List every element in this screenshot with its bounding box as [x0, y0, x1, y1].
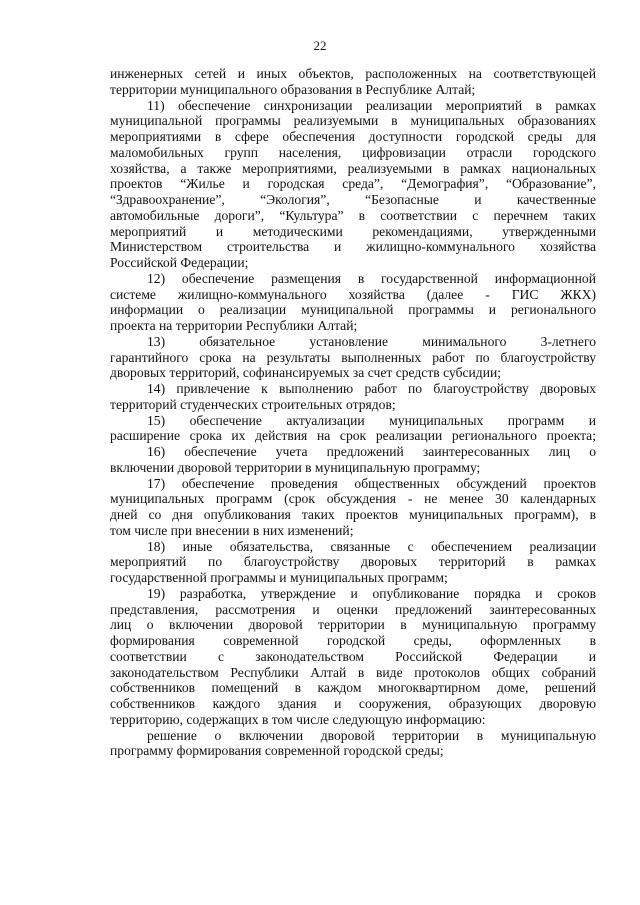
text-line: гарантийного срока на результаты выполненных работ по благоустройству [110, 349, 596, 365]
text-line: мероприятиями в сфере обеспечения доступности городской среды для [110, 129, 596, 144]
text-line: Министерством строительства и жилищно-коммунального хозяйства [110, 239, 596, 255]
text-line: собственников каждого здания и сооружения, образующих дворовую [110, 696, 596, 711]
text-line: решение о включении дворовой территории в муниципальную [147, 727, 596, 743]
text-line: 18) иные обязательства, связанные с обеспечением реализации [147, 538, 596, 554]
text-line: автомобильные дороги”, “Культура” в соответствии с перечнем таких [110, 207, 596, 223]
text-line: 12) обеспечение размещения в государственной информационной [147, 270, 596, 286]
text-line: мероприятий и методическими рекомендациями, утвержденными [110, 223, 596, 239]
text-line: лиц о включении дворовой территории в муниципальную программу [110, 617, 596, 633]
text-line: 16) обеспечение учета предложений заинтересованных лиц о [147, 444, 596, 459]
text-line: собственников помещений в каждом многоквартирном доме, решений [110, 680, 596, 696]
text-line: мероприятий по благоустройству дворовых территорий в рамках [110, 554, 596, 570]
text-line: маломобильных групп населения, цифровизации отрасли городского [110, 144, 596, 160]
text-line: том числе при внесении в них изменений; [110, 522, 354, 538]
text-line: 14) привлечение к выполнению работ по благоустройству дворовых [147, 381, 596, 396]
text-line: дней со дня опубликования таких проектов муниципальных программ), в [110, 507, 596, 522]
text-line: территорию, содержащих в том числе следующую информацию: [110, 711, 486, 727]
text-line: 13) обязательное установление минимального 3-летнего [147, 333, 596, 349]
text-line: законодательством Республики Алтай в виде протоколов общих собраний [110, 664, 596, 680]
page-number: 22 [313, 38, 327, 53]
text-line: представления, рассмотрения и оценки предложений заинтересованных [110, 601, 596, 617]
text-line: муниципальной программы реализуемыми в муниципальных образованиях [110, 113, 596, 129]
text-line: 19) разработка, утверждение и опубликование порядка и сроков [147, 585, 596, 601]
text-line: “Здравоохранение”, “Экология”, “Безопасные и качественные [110, 192, 596, 207]
text-line: проектов “Жилье и городская среда”, “Демография”, “Образование”, [110, 176, 596, 192]
text-line: муниципальных программ (срок обсуждения - не менее 30 календарных [110, 491, 596, 507]
text-line: государственной программы и муниципальных программ; [110, 570, 448, 585]
text-line: включении дворовой территории в муниципальную программу; [110, 459, 481, 475]
text-line: системе жилищно-коммунального хозяйства (далее - ГИС ЖКХ) [110, 286, 596, 302]
body-text [110, 66, 596, 759]
text-line: программу формирования современной городской среды; [110, 743, 444, 759]
text-line: соответствии с законодательством Российской Федерации и [110, 648, 596, 664]
text-line: 11) обеспечение синхронизации реализации мероприятий в рамках [147, 97, 596, 113]
text-line: инженерных сетей и иных объектов, расположенных на соответствующей [110, 66, 596, 81]
text-line: расширение срока их действия на срок реализации регионального проекта; [110, 428, 596, 444]
text-line: 15) обеспечение актуализации муниципальных программ и [147, 412, 596, 428]
text-line: территории муниципального образования в Республике Алтай; [110, 81, 476, 97]
text-line: Российской Федерации; [110, 255, 249, 270]
text-line: 17) обеспечение проведения общественных обсуждений проектов [147, 475, 596, 491]
text-line: формирования современной городской среды, оформленных в [110, 633, 596, 648]
text-line: информации о реализации муниципальной программы и регионального [110, 302, 596, 318]
text-line: территорий студенческих строительных отрядов; [110, 396, 396, 412]
text-line: дворовых территорий, софинансируемых за счет средств субсидии; [110, 365, 502, 381]
text-line: хозяйства, а также мероприятиями, реализуемыми в рамках национальных [110, 160, 596, 176]
text-line: проекта на территории Республики Алтай; [110, 318, 358, 333]
